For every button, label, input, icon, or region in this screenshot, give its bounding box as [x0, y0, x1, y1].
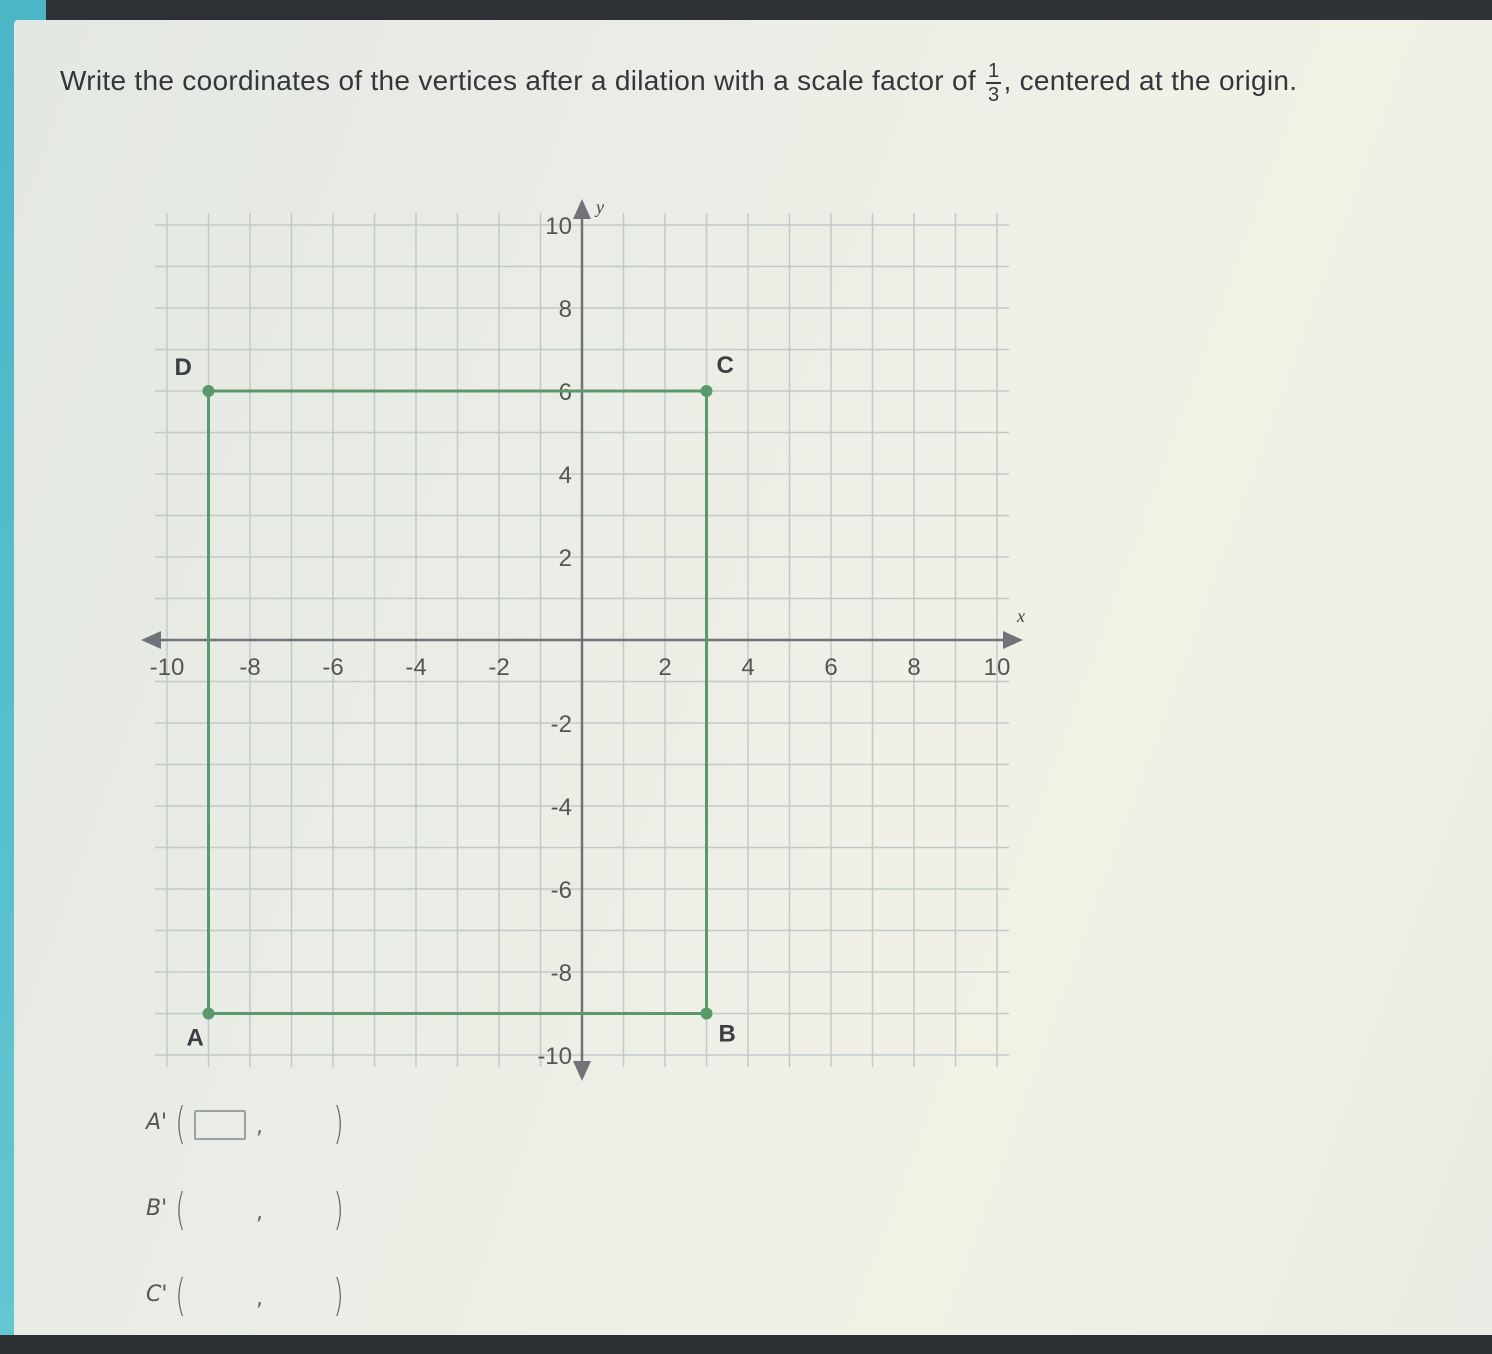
fraction-denominator: 3 — [988, 83, 1000, 106]
answer-label-b: B' — [146, 1196, 168, 1221]
vertex-label-d: D — [174, 354, 192, 381]
x-tick-label: 2 — [658, 654, 672, 681]
x-tick-label: -8 — [239, 654, 261, 681]
fraction-numerator: 1 — [988, 59, 1000, 82]
question-text-before: Write the coordinates of the vertices after a dilation with a scale factor of — [60, 65, 976, 96]
y-tick-label: -6 — [550, 877, 572, 904]
c-prime-y-input[interactable] — [270, 1282, 326, 1314]
coordinate-graph — [120, 185, 1040, 1085]
x-tick-label: -2 — [488, 654, 510, 681]
answer-label-c: C' — [146, 1282, 168, 1307]
vertex-label-c: C — [716, 352, 734, 379]
y-axis-arrow-down — [573, 1061, 591, 1081]
close-paren: ) — [333, 1184, 344, 1235]
scale-factor-fraction — [986, 60, 1001, 106]
vertex-point-a — [203, 1008, 215, 1020]
c-prime-x-input[interactable] — [194, 1282, 250, 1314]
comma: , — [256, 1200, 263, 1225]
comma: , — [256, 1286, 263, 1311]
answer-section — [146, 1096, 406, 1354]
b-prime-x-input[interactable] — [194, 1196, 250, 1228]
y-tick-label: 4 — [558, 462, 572, 489]
x-tick-label: -10 — [149, 654, 185, 681]
x-tick-label: -6 — [322, 654, 344, 681]
x-tick-label: 10 — [983, 654, 1011, 681]
vertex-point-b — [701, 1008, 713, 1020]
vertex-point-d — [203, 385, 215, 397]
open-paren: ( — [175, 1184, 186, 1235]
answer-row-b — [146, 1182, 406, 1268]
x-tick-label: -4 — [405, 654, 427, 681]
comma: , — [256, 1114, 263, 1139]
question-prompt — [60, 52, 1440, 110]
question-text-after: , centered at the origin. — [1003, 65, 1298, 96]
x-tick-label: 6 — [824, 654, 838, 681]
y-tick-label: 10 — [545, 213, 572, 240]
y-tick-label: 8 — [558, 296, 572, 323]
x-axis-arrow-right — [1003, 631, 1023, 649]
y-axis-label: y — [596, 197, 604, 217]
answer-row-c — [146, 1268, 406, 1354]
answer-label-a: A' — [146, 1110, 168, 1135]
vertex-point-c — [701, 385, 713, 397]
x-axis-arrow-left — [141, 631, 161, 649]
open-paren: ( — [175, 1098, 186, 1149]
y-tick-label: -10 — [537, 1043, 572, 1070]
x-axis-label: x — [1017, 606, 1025, 626]
a-prime-x-input[interactable] — [194, 1110, 246, 1140]
close-paren: ) — [333, 1270, 344, 1321]
x-tick-label: 8 — [907, 654, 921, 681]
x-tick-label: 4 — [741, 654, 755, 681]
answer-row-a — [146, 1096, 406, 1182]
y-tick-label: 6 — [558, 379, 572, 406]
y-tick-label: -8 — [550, 960, 572, 987]
y-tick-label: -4 — [550, 794, 572, 821]
vertex-label-b: B — [718, 1020, 736, 1048]
b-prime-y-input[interactable] — [270, 1196, 326, 1228]
vertex-label-a: A — [186, 1024, 204, 1052]
a-prime-y-input[interactable] — [270, 1110, 326, 1142]
y-axis-arrow-up — [573, 199, 591, 219]
y-tick-label: -2 — [550, 711, 572, 738]
open-paren: ( — [175, 1270, 186, 1321]
close-paren: ) — [333, 1098, 344, 1149]
y-tick-label: 2 — [558, 545, 572, 572]
